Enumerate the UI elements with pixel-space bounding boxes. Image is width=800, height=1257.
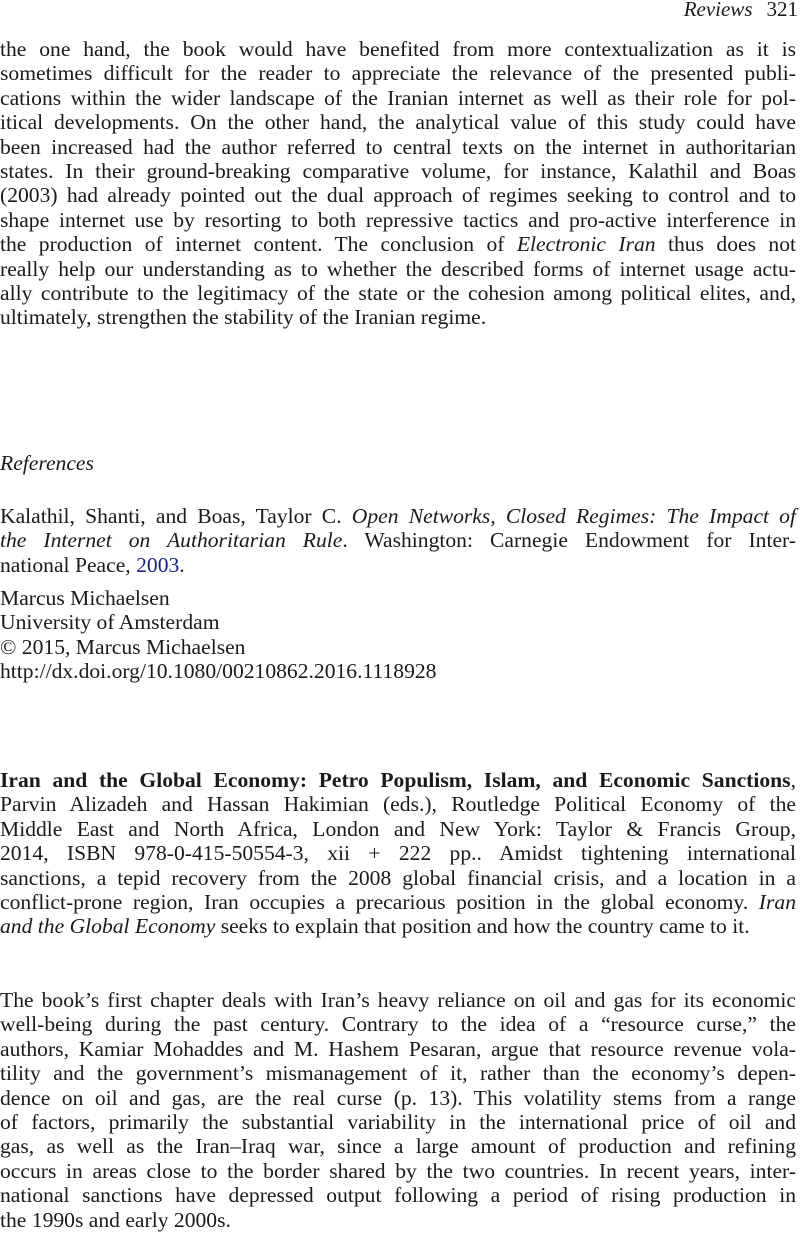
- text-line: (2003) had already pointed out the dual approach of regimes seeking to control and to: [0, 183, 796, 208]
- text-fragment: thus does not: [655, 232, 796, 257]
- text-line: sometimes difficult for the reader to appreciate the relevance of the presented publi-: [0, 61, 796, 86]
- reference-title: the Internet on Authoritarian Rule: [0, 528, 343, 553]
- reference-title: Open Networks, Closed Regimes: The Impact of: [351, 504, 796, 528]
- references-heading: References: [0, 451, 94, 475]
- text-line: Middle East and North Africa, London and New York: Taylor & Francis Group,: [0, 816, 796, 841]
- doi-link[interactable]: http://dx.doi.org/10.1080/00210862.2016.1118928: [0, 659, 437, 684]
- text-line: sanctions, a tepid recovery from the 2008 global financial crisis, and a location in a: [0, 865, 796, 890]
- reference-authors: Kalathil, Shanti, and Boas, Taylor C.: [0, 504, 352, 528]
- page-number: 321: [766, 0, 798, 21]
- reference-publisher: . Washington: Carnegie Endowment for Inter-: [342, 528, 796, 553]
- text-line: the 1990s and early 2000s.: [0, 1207, 231, 1232]
- text-line: 2014, ISBN 978-0-415-50554-3, xii + 222 pp.. Amidst tightening international: [0, 841, 796, 866]
- text-line: dence on oil and gas, are the real curse (p. 13). This volatility stems from a range: [0, 1085, 796, 1110]
- text-line: shape internet use by resorting to both repressive tactics and pro-active interference in: [0, 207, 796, 232]
- text-line: states. In their ground-breaking comparative volume, for instance, Kalathil and Boas: [0, 159, 796, 184]
- text-line: The book’s first chapter deals with Iran’s heavy reliance on oil and gas for its economic: [0, 988, 796, 1012]
- text-line: ally contribute to the legitimacy of the state or the cohesion among political elites, and,: [0, 281, 796, 306]
- text-line: really help our understanding as to whether the described forms of internet usage actu-: [0, 256, 796, 281]
- review2-body-paragraph: [0, 988, 796, 1232]
- review2-citation-paragraph: [0, 768, 796, 939]
- text-line: [0, 890, 796, 914]
- reference-publisher: national Peace,: [0, 552, 137, 577]
- text-line: cations within the wider landscape of the Iranian internet as well as their role for pol-: [0, 85, 796, 110]
- text-line: the one hand, the book would have benefited from more contextualization as it is: [0, 37, 796, 61]
- text-fragment: the production of internet content. The conclusion of: [0, 232, 517, 257]
- text-line: well-being during the past century. Contrary to the idea of a “resource curse,” the: [0, 1012, 796, 1037]
- text-fragment: seeks to explain that position and how the country came to it.: [215, 914, 750, 939]
- text-line: ultimately, strengthen the stability of the Iranian regime.: [0, 305, 487, 330]
- reference-entry: [0, 504, 796, 577]
- text-line: of factors, primarily the substantial variability in the international price of oil and: [0, 1110, 796, 1135]
- reference-line: [0, 504, 796, 528]
- reference-year-link[interactable]: 2003: [136, 552, 180, 577]
- reviewer-name: Marcus Michaelsen: [0, 586, 170, 610]
- book-title-italic: Iran: [758, 890, 796, 915]
- text-line: been increased had the author referred to central texts on the internet in authoritarian: [0, 134, 796, 159]
- text-line: occurs in areas close to the border shared by the two countries. In recent years, inter-: [0, 1158, 796, 1183]
- reviewer-affiliation: University of Amsterdam: [0, 610, 220, 635]
- running-head-section: Reviews: [683, 0, 753, 21]
- text-fragment: .: [179, 552, 185, 577]
- review1-body-paragraph: [0, 37, 796, 330]
- text-line: authors, Kamiar Mohaddes and M. Hashem Pesaran, argue that resource revenue vola-: [0, 1036, 796, 1061]
- text-line: gas, as well as the Iran–Iraq war, since a large amount of production and refining: [0, 1134, 796, 1159]
- reference-line: [0, 553, 796, 577]
- running-head: [684, 0, 798, 21]
- book-title-italic: Electronic Iran: [516, 232, 656, 257]
- reviewer-copyright: © 2015, Marcus Michaelsen: [0, 634, 246, 659]
- book-title-italic: and the Global Economy: [0, 914, 216, 939]
- review2-book-title: Iran and the Global Economy: Petro Populism, Islam, and Economic Sanctions: [0, 768, 791, 792]
- text-line: national sanctions have depressed output following a period of rising production in: [0, 1183, 796, 1208]
- reviewer-signature: [0, 586, 796, 684]
- text-line: Parvin Alizadeh and Hassan Hakimian (eds.), Routledge Political Economy of the: [0, 792, 796, 817]
- text-line: tility and the government’s mismanagement of it, rather than the economy’s depen-: [0, 1061, 796, 1086]
- text-line: [0, 914, 796, 938]
- text-fragment: ,: [790, 768, 796, 792]
- text-line: [0, 232, 796, 256]
- text-line: [0, 768, 796, 792]
- text-fragment: conflict-prone region, Iran occupies a precarious position in the global economy.: [0, 890, 759, 915]
- text-line: itical developments. On the other hand, the analytical value of this study could have: [0, 110, 796, 135]
- reference-line: [0, 528, 796, 552]
